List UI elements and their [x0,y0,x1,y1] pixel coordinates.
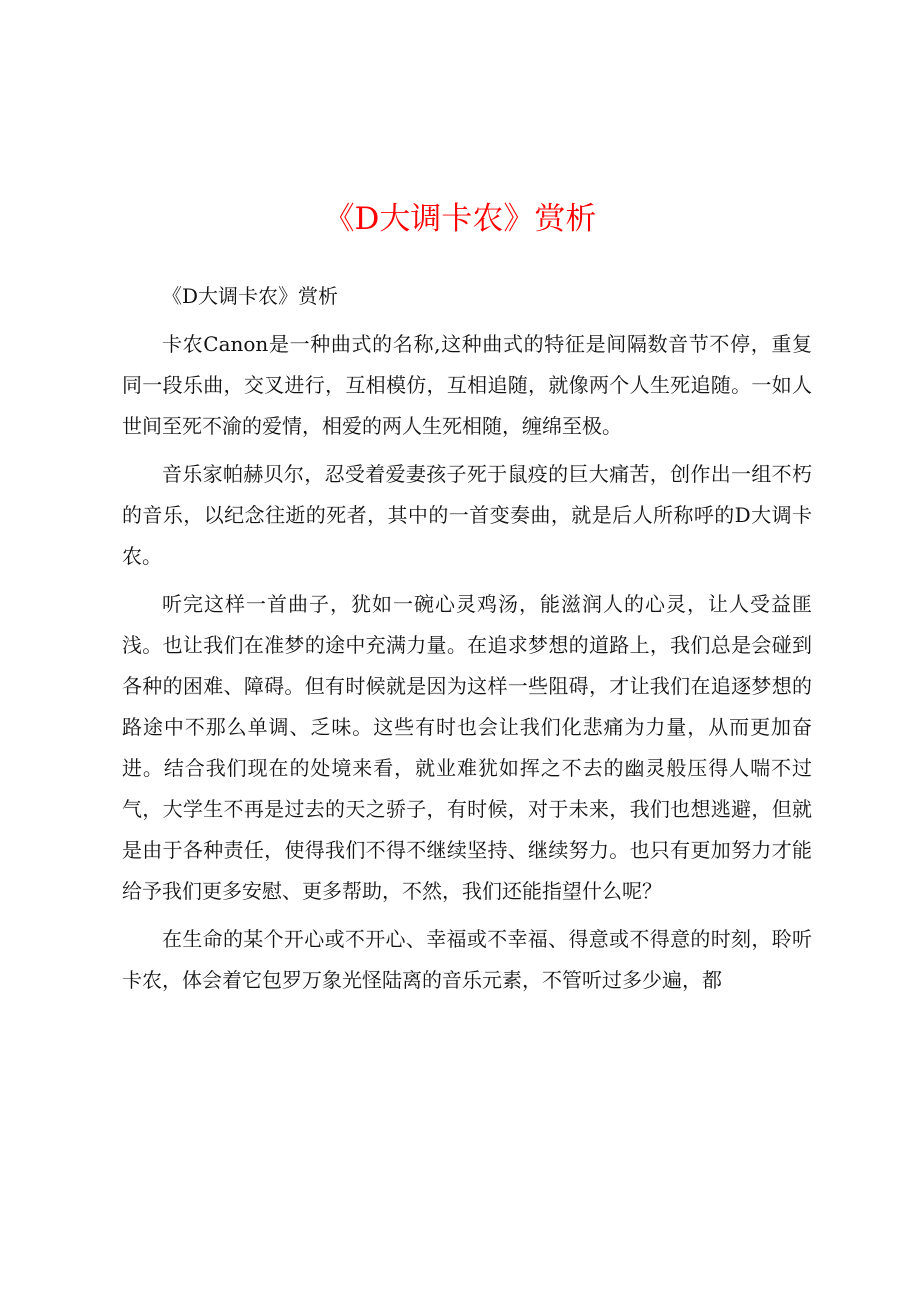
paragraph-reflection: 听完这样一首曲子，犹如一碗心灵鸡汤，能滋润人的心灵，让人受益匪浅。也让我们在准梦的途中充满力量。在追求梦想的道路上，我们总是会碰到各种的困难、障碍。但有时候就是因为这样一些阻碍，才让我们在追逐梦想的路途中不那么单调、乏味。这些有时也会让我们化悲痛为力量，从而更加奋进。结合我们现在的处境来看，就业难犹如挥之不去的幽灵般压得人喘不过气，大学生不再是过去的天之骄子，有时候，对于未来，我们也想逃避，但就是由于各种责任，使得我们不得不继续坚持、继续努力。也只有更加努力才能给予我们更多安慰、更多帮助，不然，我们还能指望什么呢？ [122,592,812,903]
document-title: 《D大调卡农》赏析 [323,201,597,237]
document-body [122,276,812,1008]
paragraph-subtitle: 《D大调卡农》赏析 [162,284,339,308]
paragraph-listening: 在生命的某个开心或不开心、幸福或不幸福、得意或不得意的时刻，聆听卡农，体会着它包罗万象光怪陆离的音乐元素，不管听过多少遍，都 [122,927,812,992]
paragraph-pachelbel: 音乐家帕赫贝尔，忍受着爱妻孩子死于鼠疫的巨大痛苦，创作出一组不朽的音乐，以纪念往逝的死者，其中的一首变奏曲，就是后人所称呼的D大调卡农。 [122,462,812,568]
paragraph-canon-definition: 卡农Canon是一种曲式的名称,这种曲式的特征是间隔数音节不停，重复同一段乐曲，交叉进行，互相模仿，互相追随，就像两个人生死追随。一如人世间至死不渝的爱情，相爱的两人生死相随，缠绵至极。 [122,332,812,438]
